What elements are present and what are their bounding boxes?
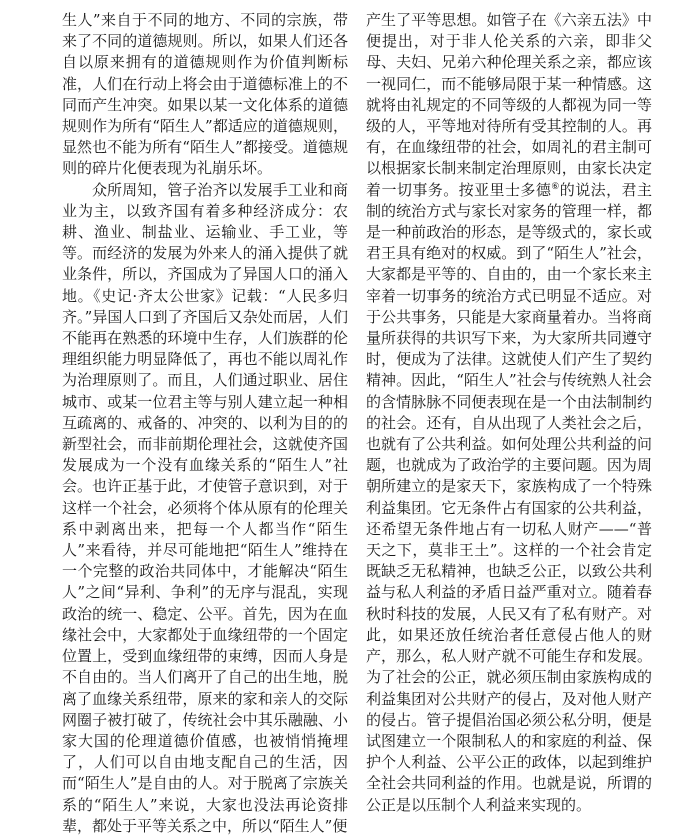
paragraph-guanzi-qi: 众所周知，管子治齐以发展手工业和商业为主，以致齐国有着多种经济成分：农耕、渔业、制盐业、运输业、手工业，等等。而经济的发展为外来人的涌入提供了就业条件，所以，齐国成为了异国人口的涌入地。《史记·齐太公世家》记载：“人民多归齐。”异国人口到了齐国后又杂处而居，人们不能再在熟悉的环境中生存，人们族群的伦理组织能力明显降低了，再也不能以周礼作为治理原则了。而且，人们通过职业、居住城市、或某一位君主等与别人建立起一种相互疏离的、戒备的、冲突的、以利为目的的新型社会，而非前期伦理社会，这就使齐国发展成为一个没有血缘关系的“陌生人”社会。也许正基于此，才使管子意识到，对于这样一个社会，必须将个体从原有的伦理关系中剥离出来，把每一个人都当作“陌生人”来看待，并尽可能地把“陌生人”维持在一个完整的政治共同体中，才能解决“陌生人”之间“异利、争利”的无序与混乱，实现政治的统一、稳定、公平。首先，因为在血缘社会中，大家都处于血缘纽带的一个固定位置上，受到血缘纽带的束缚，因而人身是不自由的。当人们离开了自己的出生地，脱离了血缘关系纽带，原来的家和亲人的交际网圈子被打破了，传统社会中其乐融融、小家大国的伦理道德价值感，也被悄悄掩埋了，人们可以自由地支配自己的生活，因而“陌生人”是自由的人。对于脱离了宗族关系的“陌生人”来说，大家也没法再论资排辈，都处于平等关系之中，所以“陌生人”便 — [62, 180, 348, 835]
paragraph-text-before-note: 产生了平等思想。如管子在《六亲五法》中便提出，对于非人伦关系的六亲，即非父母、夫妇、兄弟六种伦理关系之亲，都应该一视同仁，而不能够局限于某一种情感。这就将由礼规定的不同等级的人都视为同一等级的人，平等地对待所有受其控制的人。再有，在血缘纽带的社会，如周礼的君主制可以根据家长制来制定治理原则，由家长决定着一切事务。按亚里士多德 — [366, 11, 652, 199]
paragraph-text-after-note: 的说法，君主制的统治方式与家长对家务的管理一样，都是一种前政治的形态，是等级式的，家长或君王具有绝对的权威。到了“陌生人”社会，大家都是平等的、自由的，由一个家长来主宰着一切事务的统治方式已明显不适应。对于公共事务，只能是大家商量着办。当将商量所获得的共识写下来，为大家所共同遵守时，便成为了法律。这就使人们产生了契约精神。因此，“陌生人”社会与传统熟人社会的含情脉脉不同便表现在是一个由法制制约的社会。还有，自从出现了人类社会之后，也就有了公共利益。如何处理公共利益的问题，也就成为了政治学的主要问题。因为周朝所建立的是家天下，家族构成了一个特殊利益集团。它无条件占有国家的公共利益，还希望无条件地占有一切私人财产——“普天之下，莫非王土”。这样的一个社会肯定既缺乏无私精神，也缺乏公正，以致公共利益与私人利益的矛盾日益严重对立。随着春秋时科技的发展，人民又有了私有财产。对此，如果还放任统治者任意侵占他人的财产，那么，私人财产就不可能生存和发展。为了社会的公正，就必须压制由家族构成的利益集团对公共财产的侵占，及对他人财产的侵占。管子提倡治国必须公私分明，便是试图建立一个限制私人的和家庭的利益、保护个人利益、公平公正的政体，以起到维护全社会共同利益的作用。也就是说，所谓的公正是以压制个人利益来实现的。 — [366, 180, 652, 814]
paragraph-equality — [366, 10, 652, 816]
footnote-marker[interactable]: ⑥ — [551, 181, 560, 192]
left-column — [62, 10, 348, 837]
paragraph-continuation: 生人”来自于不同的地方、不同的宗族，带来了不同的道德规则。所以，如果人们还各自以原来拥有的道德规则作为价值判断标准，人们在行动上将会由于道德标准上的不同而产生冲突。如果以某一文化体系的道德规则作为所有“陌生人”都适应的道德规则，显然也不能为所有“陌生人”都接受。道德规则的碎片化便表现为礼崩乐坏。 — [62, 11, 348, 178]
right-column — [366, 10, 652, 816]
